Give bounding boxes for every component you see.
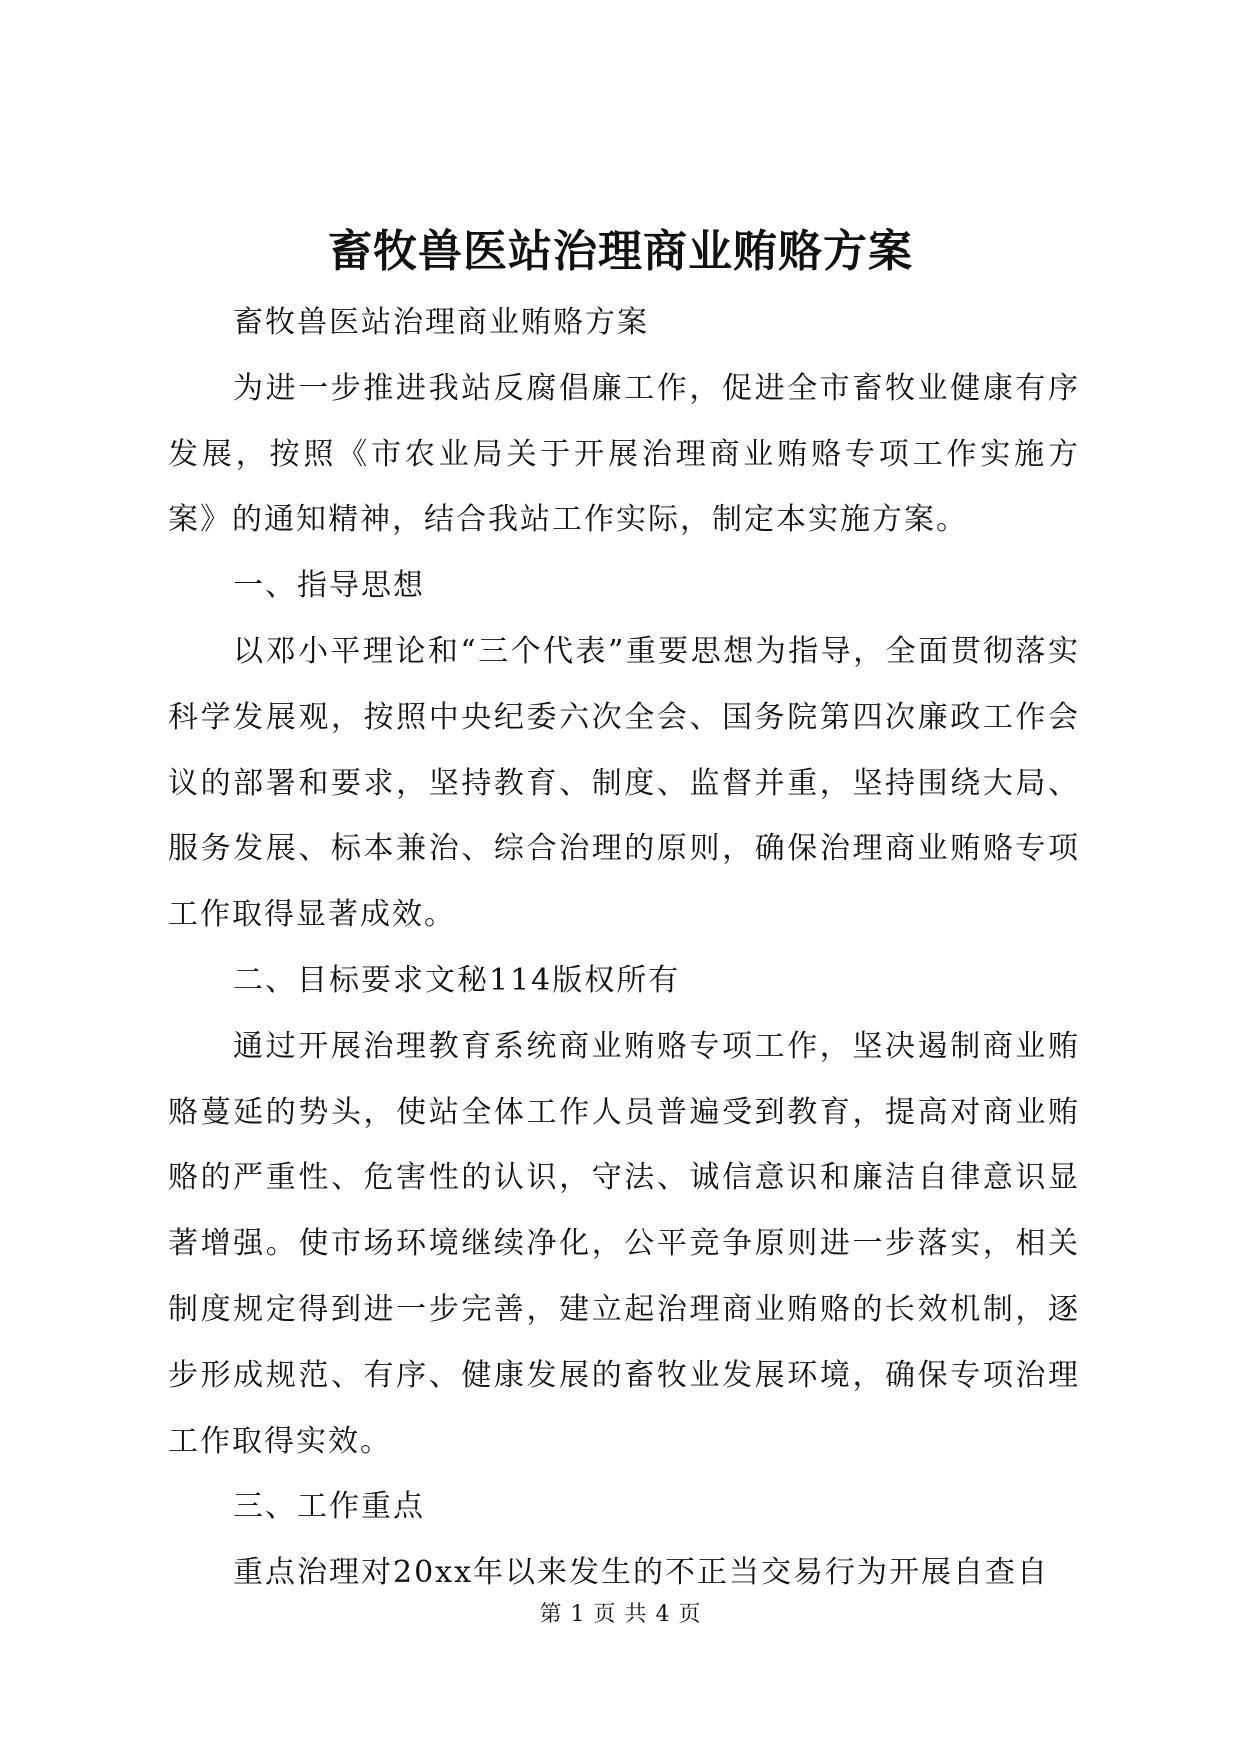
- paragraph-goals: 通过开展治理教育系统商业贿赂专项工作，坚决遏制商业贿赂蔓延的势头，使站全体工作人员普遍受到教育，提高对商业贿赂的严重性、危害性的认识，守法、诚信意识和廉洁自律意识显著增强。使市场环境继续净化，公平竞争原则进一步落实，相关制度规定得到进一步完善，建立起治理商业贿赂的长效机制，逐步形成规范、有序、健康发展的畜牧业发展环境，确保专项治理工作取得实效。: [168, 1028, 1080, 1459]
- document-title: 畜牧兽医站治理商业贿赂方案: [328, 226, 913, 277]
- paragraph-guiding-ideology: 以邓小平理论和“三个代表”重要思想为指导，全面贯彻落实科学发展观，按照中央纪委六次全会、国务院第四次廉政工作会议的部署和要求，坚持教育、制度、监督并重，坚持围绕大局、服务发展、标本兼治、综合治理的原则，确保治理商业贿赂专项工作取得显著成效。: [168, 633, 1080, 933]
- paragraph-subtitle: 畜牧兽医站治理商业贿赂方案: [233, 305, 649, 340]
- paragraph-intro: 为进一步推进我站反腐倡廉工作，促进全市畜牧业健康有序发展，按照《市农业局关于开展治理商业贿赂专项工作实施方案》的通知精神，结合我站工作实际，制定本实施方案。: [168, 370, 1080, 538]
- document-body: [168, 290, 1080, 1606]
- section-heading-guiding-ideology: 一、指导思想: [233, 568, 425, 604]
- paragraph-work-focus: 重点治理对20xx年以来发生的不正当交易行为开展自查自: [233, 1555, 1050, 1591]
- section-heading-work-focus: 三、工作重点: [233, 1489, 425, 1525]
- page-footer: 第 1 页 共 4 页: [539, 1602, 702, 1627]
- section-heading-goals: 二、目标要求文秘114版权所有: [233, 962, 681, 998]
